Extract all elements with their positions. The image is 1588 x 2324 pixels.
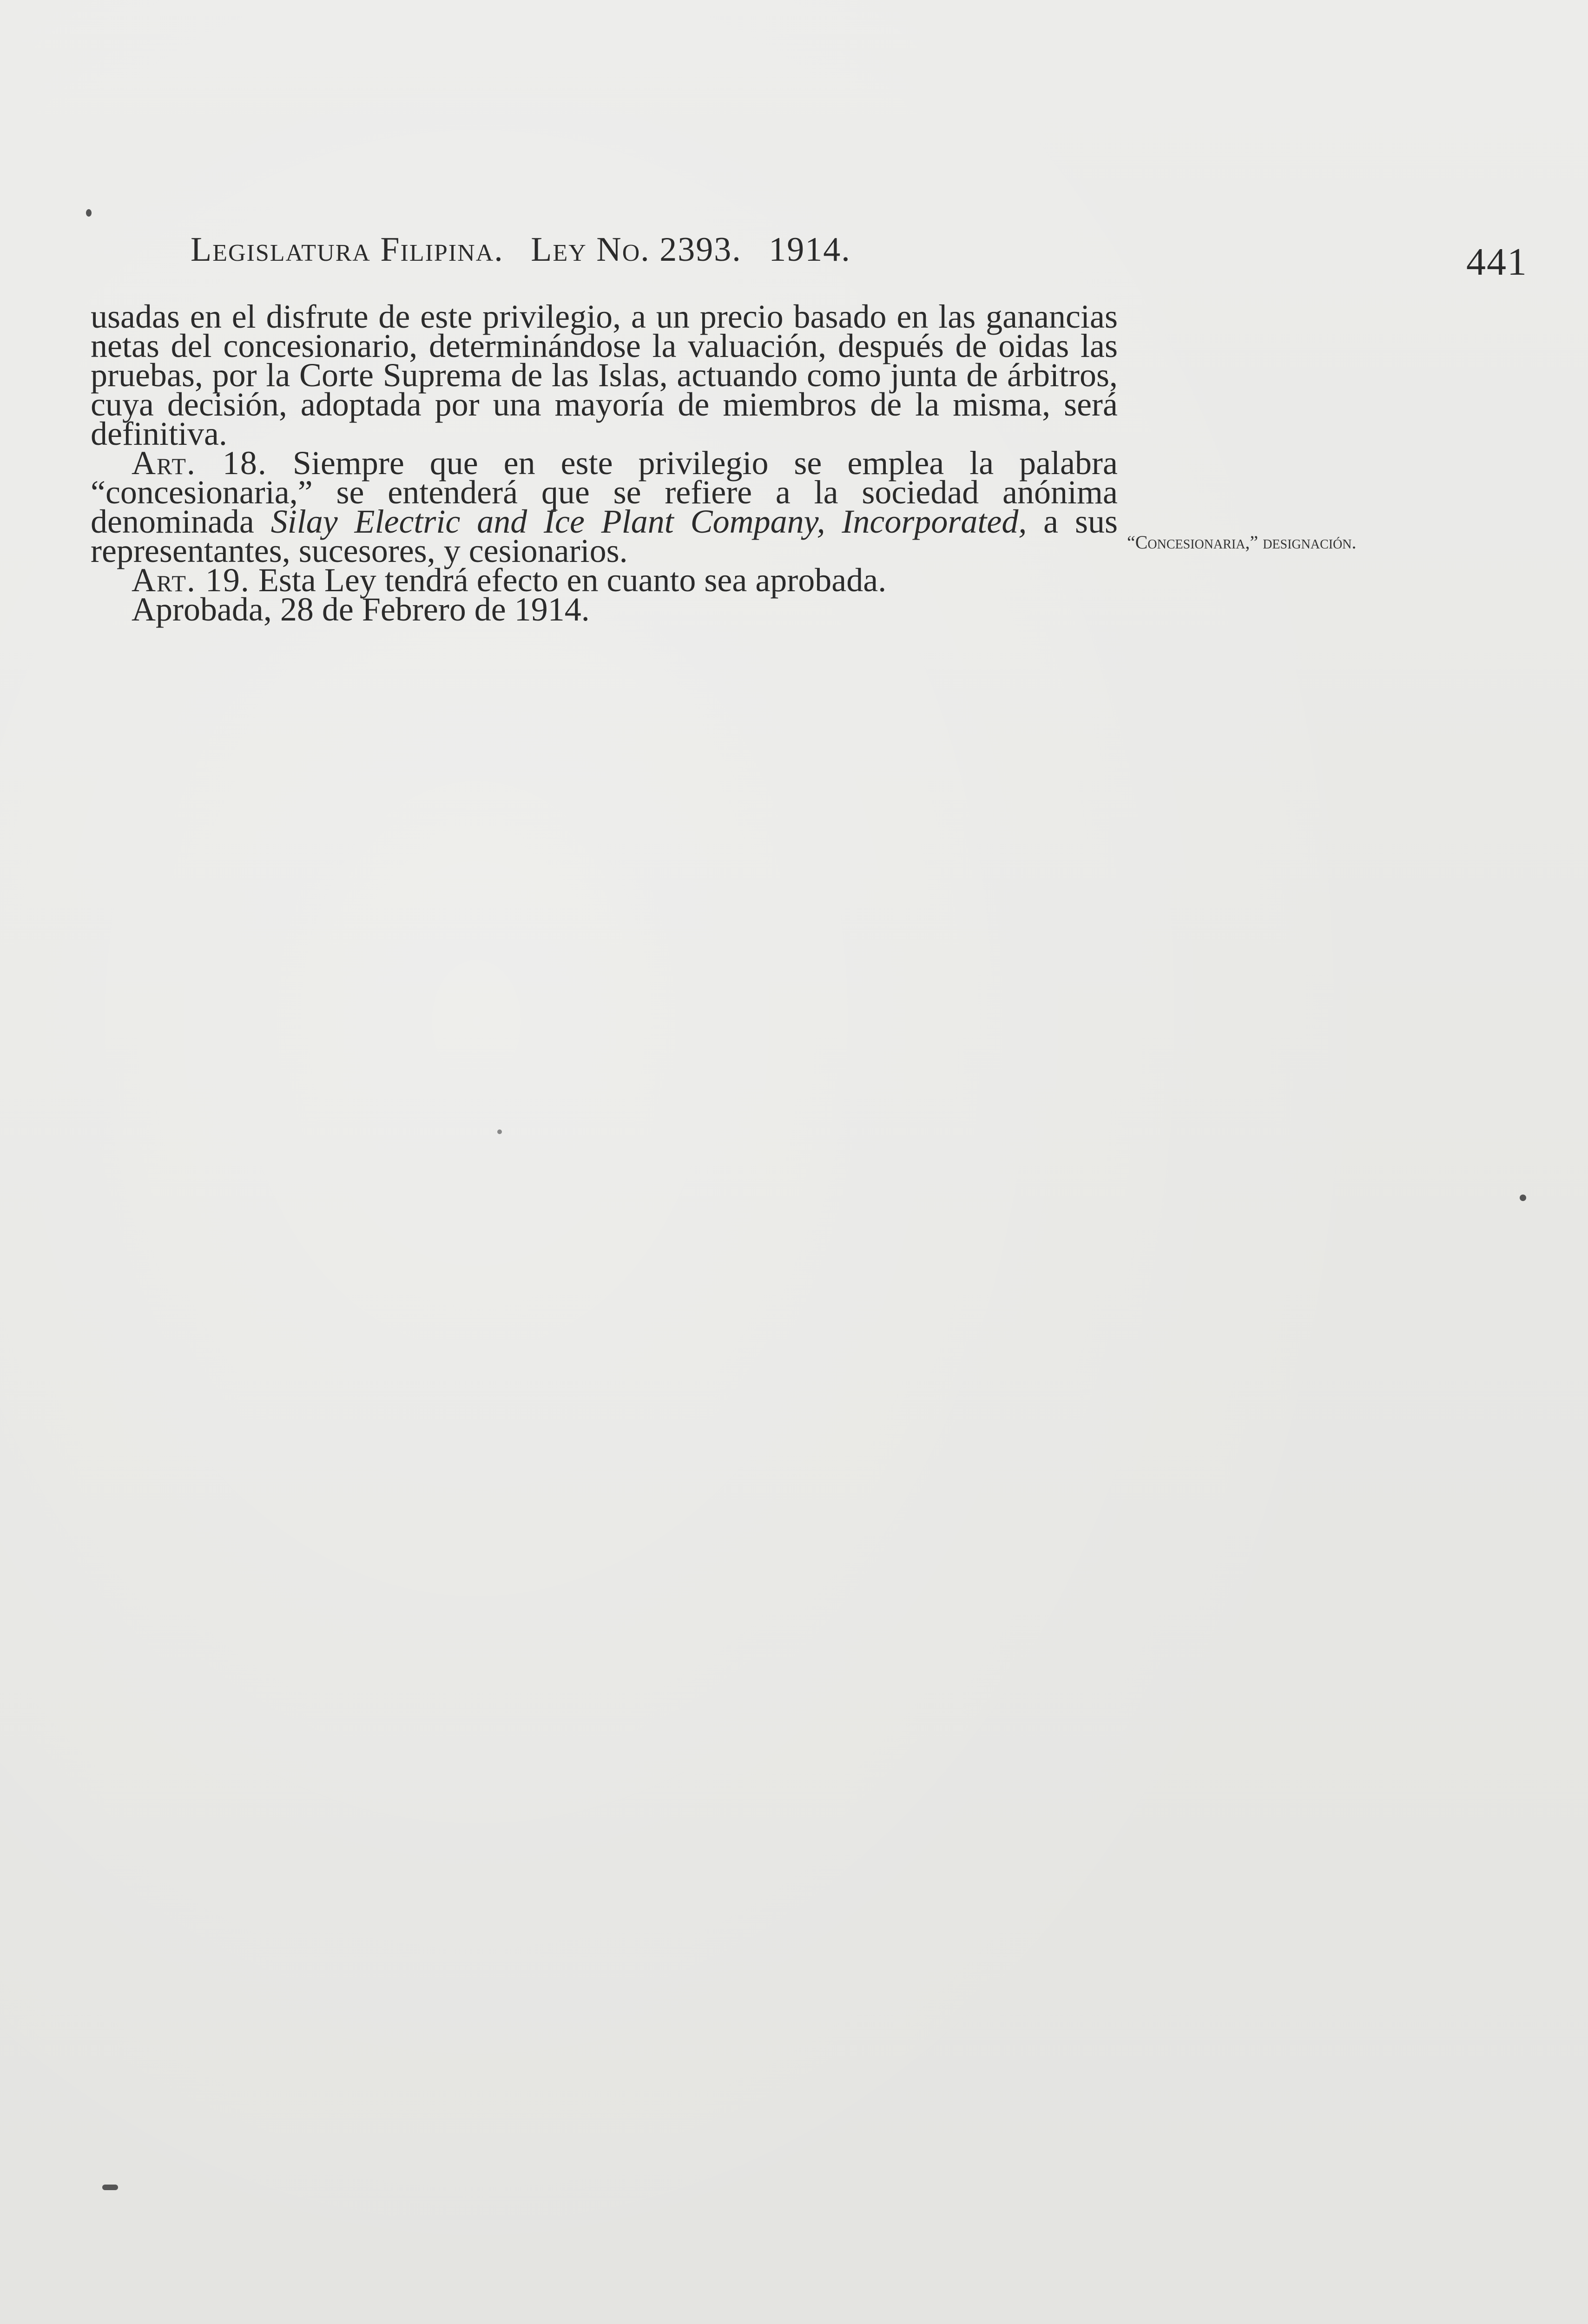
running-head (191, 230, 851, 270)
running-head-law-number: Ley No. 2393. (531, 231, 742, 269)
article-18-text-b: a sus representantes, sucesores, y cesionarios. (91, 503, 1118, 569)
print-speck (102, 2185, 118, 2190)
article-19-label: Art. 19. (132, 561, 250, 599)
body-text (91, 298, 1118, 628)
page-number: 441 (1466, 240, 1528, 284)
print-speck (86, 209, 92, 217)
article-18-text-a: Siempre que en este privilegio se emplea la palabra “concesionaria,” se entenderá que se refiere a la sociedad anónima denominada (91, 444, 1118, 540)
running-head-legislature: Legislatura Filipina. (191, 231, 504, 269)
print-speck (1520, 1195, 1526, 1201)
print-speck (497, 1129, 502, 1134)
page-header (191, 230, 1538, 286)
article-18-label: Art. 18. (132, 444, 267, 482)
article-19-text: Esta Ley tendrá efecto en cuanto sea aprobada. (258, 561, 887, 599)
paragraph-continuation: usadas en el disfrute de este privilegio, a un precio basado en las ganancias netas del concesionario, determinándose la valuación, después de oidas las pruebas, por la Corte Suprema de las Islas, actuando como junta de árbitros, cuya decisión, adoptada por una mayoría de miembros de la misma, será definitiva. (91, 298, 1118, 452)
company-name: Silay Electric and Ice Plant Company, Incorporated, (270, 503, 1027, 540)
paragraph-article-18 (91, 444, 1118, 569)
running-head-year: 1914. (769, 231, 851, 269)
margin-note: “Concesionaria,” designación. (1127, 532, 1357, 553)
approval-date: Aprobada, 28 de Febrero de 1914. (132, 591, 590, 628)
